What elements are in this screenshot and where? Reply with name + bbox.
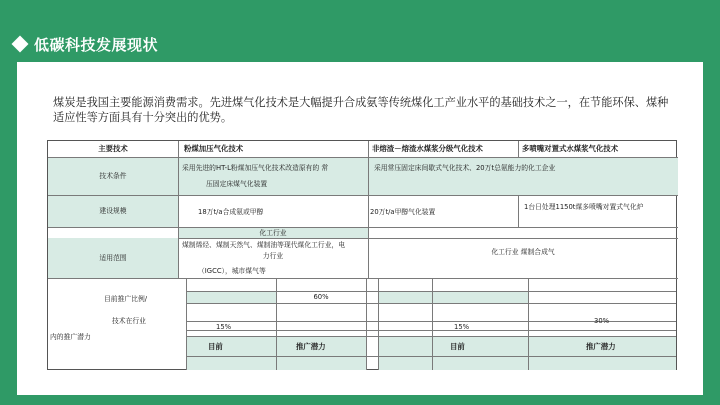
tech1-app-line1: 煤制烯烃、煤制天然气、煤制油等现代煤化工行业，电 bbox=[182, 240, 346, 249]
tech1-scale: 18万t/a合成氨或甲醇 bbox=[198, 208, 264, 216]
grid-line bbox=[186, 336, 676, 337]
grid-line bbox=[432, 278, 433, 370]
right-potential-pct: 30% bbox=[594, 316, 610, 325]
tech2-scale: 20万t/a甲醇气化装置 bbox=[370, 208, 436, 216]
label-current-ratio: 目前推广比例/ bbox=[104, 295, 148, 303]
tech3-scale: 1台日处理1150t煤多喷嘴对置式气化炉 bbox=[524, 203, 644, 211]
left-current-label: 目前 bbox=[208, 342, 223, 351]
grid-line bbox=[48, 278, 678, 279]
tech23-conditions: 采用常压固定床间歇式气化技术、20万t总氨能力的化工企业 bbox=[374, 164, 556, 172]
label-potential: 内的推广潜力 bbox=[50, 333, 91, 341]
label-application: 适用范围 bbox=[99, 254, 127, 262]
grid-line bbox=[528, 278, 529, 370]
tech23-application: 化工行业 煤制合成气 bbox=[491, 248, 555, 256]
bg-right-mid bbox=[378, 291, 528, 303]
header-tech1: 粉煤加压气化技术 bbox=[184, 144, 244, 153]
header-tech2: 非熔渣－熔渣水煤浆分级气化技术 bbox=[372, 144, 483, 153]
tech1-app-line3: （IGCC），城市煤气等 bbox=[198, 267, 266, 275]
left-potential-pct: 60% bbox=[313, 293, 329, 301]
left-current-pct: 15% bbox=[216, 322, 232, 331]
right-potential-label: 推广潜力 bbox=[586, 342, 616, 351]
right-current-pct: 15% bbox=[454, 322, 470, 331]
label-industry-tech: 技术在行业 bbox=[112, 317, 146, 325]
tech1-conditions-line2: 压固定床煤气化装置 bbox=[206, 180, 268, 188]
grid-line bbox=[366, 278, 367, 370]
right-current-label: 目前 bbox=[450, 342, 465, 351]
tech1-app-line2: 力行业 bbox=[262, 251, 284, 260]
grid-line bbox=[518, 141, 519, 157]
grid-line bbox=[186, 278, 187, 370]
grid-line bbox=[186, 356, 676, 357]
bg-left-pct bbox=[186, 291, 276, 303]
label-scale: 建设规模 bbox=[99, 207, 127, 215]
grid-line bbox=[518, 195, 519, 227]
intro-paragraph: 煤炭是我国主要能源消费需求。先进煤气化技术是大幅提升合成氨等传统煤化工产业水平的基础技术之一，在节能环保、煤种适应性等方面具有十分突出的优势。 bbox=[53, 96, 669, 124]
slide-header bbox=[0, 0, 720, 60]
tech1-conditions-line1: 采用先进的HT-L粉煤加压气化技术改造原有的 常 bbox=[182, 164, 329, 172]
diamond-bullet-icon bbox=[12, 36, 29, 53]
left-potential-label: 推广潜力 bbox=[296, 342, 326, 351]
label-conditions: 技术条件 bbox=[99, 172, 127, 180]
grid-line bbox=[186, 303, 676, 304]
content-card bbox=[17, 62, 703, 395]
header-main-tech: 主要技术 bbox=[98, 144, 128, 153]
technology-table bbox=[47, 140, 677, 370]
header-tech3: 多喷嘴对置式水煤浆气化技术 bbox=[522, 144, 619, 153]
chem-industry: 化工行业 bbox=[259, 228, 287, 237]
slide-title: 低碳科技发展现状 bbox=[34, 36, 159, 54]
grid-line bbox=[378, 278, 379, 370]
grid-line bbox=[186, 291, 676, 292]
